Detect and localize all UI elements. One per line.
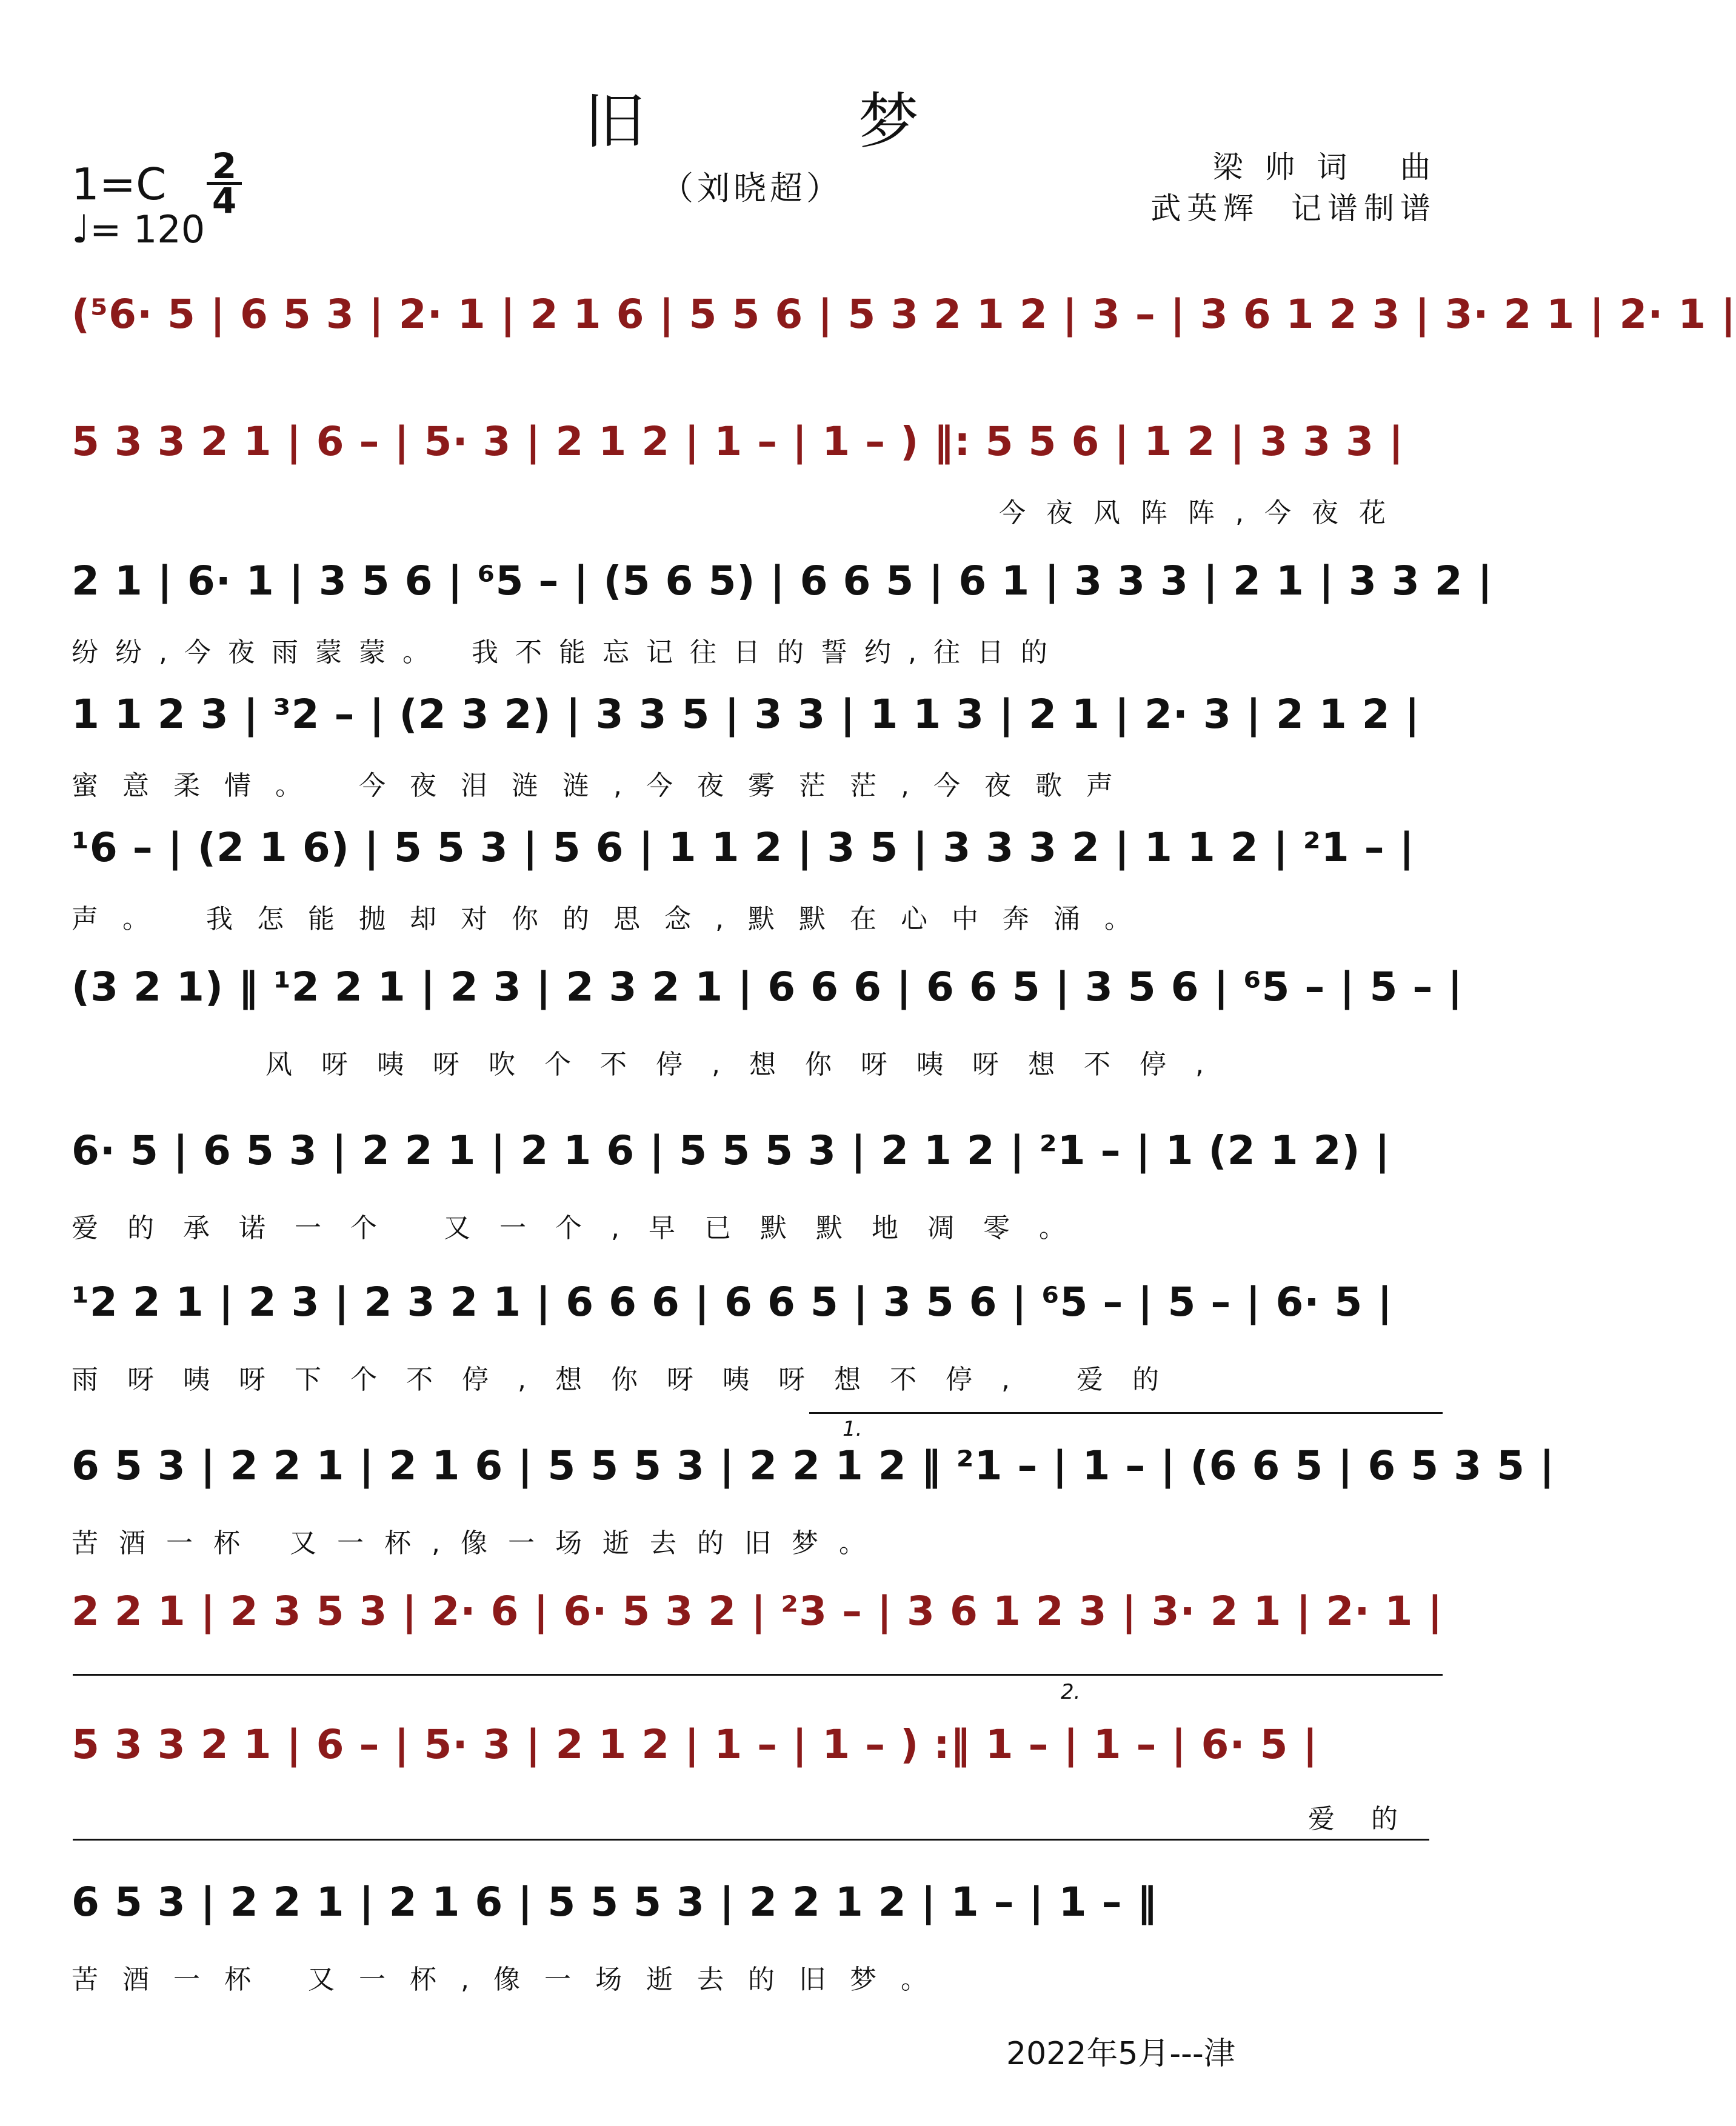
system-notes: (3 2 1) ‖ ¹2 2 1 | 2 3 | 2 3 2 1 | 6 6 6 | 6 6 5 | 3 5 6 | ⁶5 – | 5 – |	[72, 964, 1463, 1010]
quarter-note-icon: ♩	[72, 207, 90, 252]
time-signature	[203, 145, 245, 221]
system-lyrics: 爱的	[1308, 1804, 1434, 1834]
volta-1-label: 1.	[843, 1417, 863, 1441]
system-10	[72, 1588, 1443, 1673]
system-lyrics: 今夜风阵阵,今夜花	[999, 498, 1406, 528]
ending-rule	[73, 1839, 1429, 1841]
tempo-value: = 120	[90, 207, 205, 252]
time-signature-top: 2	[212, 145, 237, 187]
system-lyrics: 爱的承诺一个 又一个,早已默默地凋零。	[72, 1213, 1095, 1244]
system-lyrics: 雨呀咦呀下个不停,想你呀咦呀想不停, 爱的	[72, 1364, 1188, 1395]
system-lyrics: 纷纷,今夜雨蒙蒙。 我不能忘记往日的誓约,往日的	[72, 637, 1064, 668]
singer-name: （刘晓超）	[661, 169, 843, 207]
system-lyrics: 声。 我怎能抛却对你的思念,默默在心中奔涌。	[72, 904, 1155, 935]
system-lyrics: 蜜意柔情。 今夜泪涟涟,今夜雾茫茫,今夜歌声	[72, 770, 1137, 801]
transcriber: 武英辉 记谱制谱	[1150, 191, 1437, 226]
system-notes: ¹6 – | (2 1 6) | 5 5 3 | 5 6 | 1 1 2 | 3 5 | 3 3 3 2 | 1 1 2 | ²1 – |	[72, 824, 1415, 871]
system-notes: 1 1 2 3 | ³2 – | (2 3 2) | 3 3 5 | 3 3 | 1 1 3 | 2 1 | 2· 3 | 2 1 2 |	[72, 691, 1420, 738]
volta-2-label: 2.	[1061, 1680, 1081, 1704]
tempo-marking	[72, 207, 205, 252]
volta-2-bracket	[1024, 1674, 1443, 1676]
key-signature: 1=C	[72, 159, 167, 210]
system-2	[72, 418, 1435, 539]
system-12	[72, 1879, 1435, 2000]
system-7	[72, 1127, 1435, 1248]
system-3	[72, 558, 1493, 679]
time-signature-bottom: 4	[212, 180, 237, 221]
system-notes: 2 2 1 | 2 3 5 3 | 2· 6 | 6· 5 3 2 | ²3 – | 3 6 1 2 3 | 3· 2 1 | 2· 1 |	[72, 1588, 1443, 1634]
system-11	[72, 1721, 1435, 1842]
system-8	[72, 1279, 1435, 1400]
system-notes: 6 5 3 | 2 2 1 | 2 1 6 | 5 5 5 3 | 2 2 1 2 ‖ ²1 – | 1 – | (6 6 5 | 6 5 3 5 |	[72, 1442, 1555, 1489]
lyricist-composer: 梁 帅 词 曲	[1212, 150, 1437, 185]
system-notes: (⁵6· 5 | 6 5 3 | 2· 1 | 2 1 6 | 5 5 6 | 5 3 2 1 2 | 3 – | 3 6 1 2 3 | 3· 2 1 | 2· 1 |	[72, 291, 1736, 338]
volta-1-bracket	[809, 1412, 1443, 1414]
date-footer: 2022年5月---津	[1006, 2036, 1235, 2072]
song-title: 旧 梦	[584, 86, 1016, 157]
system-1	[72, 291, 1736, 394]
system-notes: 5 3 3 2 1 | 6 – | 5· 3 | 2 1 2 | 1 – | 1 – ) ‖: 5 5 6 | 1 2 | 3 3 3 |	[72, 418, 1404, 465]
system-lyrics: 苦酒一杯 又一杯,像一场逝去的旧梦。	[72, 1964, 952, 1995]
system-notes: 6 5 3 | 2 2 1 | 2 1 6 | 5 5 5 3 | 2 2 1 2 | 1 – | 1 – ‖	[72, 1879, 1158, 1925]
system-notes: 2 1 | 6· 1 | 3 5 6 | ⁶5 – | (5 6 5) | 6 6 5 | 6 1 | 3 3 3 | 2 1 | 3 3 2 |	[72, 558, 1493, 604]
system-lyrics: 苦酒一杯 又一杯,像一场逝去的旧梦。	[72, 1528, 886, 1559]
system-6	[72, 964, 1463, 1085]
system-notes: 5 3 3 2 1 | 6 – | 5· 3 | 2 1 2 | 1 – | 1 – ) :‖ 1 – | 1 – | 6· 5 |	[72, 1721, 1318, 1768]
system-notes: ¹2 2 1 | 2 3 | 2 3 2 1 | 6 6 6 | 6 6 5 | 3 5 6 | ⁶5 – | 5 – | 6· 5 |	[72, 1279, 1393, 1325]
system-9	[72, 1442, 1555, 1564]
system-4	[72, 691, 1435, 812]
system-5	[72, 824, 1435, 945]
system-lyrics: 风呀咦呀吹个不停,想你呀咦呀想不停,	[265, 1049, 1233, 1080]
system-notes: 6· 5 | 6 5 3 | 2 2 1 | 2 1 6 | 5 5 5 3 | 2 1 2 | ²1 – | 1 (2 1 2) |	[72, 1127, 1390, 1174]
